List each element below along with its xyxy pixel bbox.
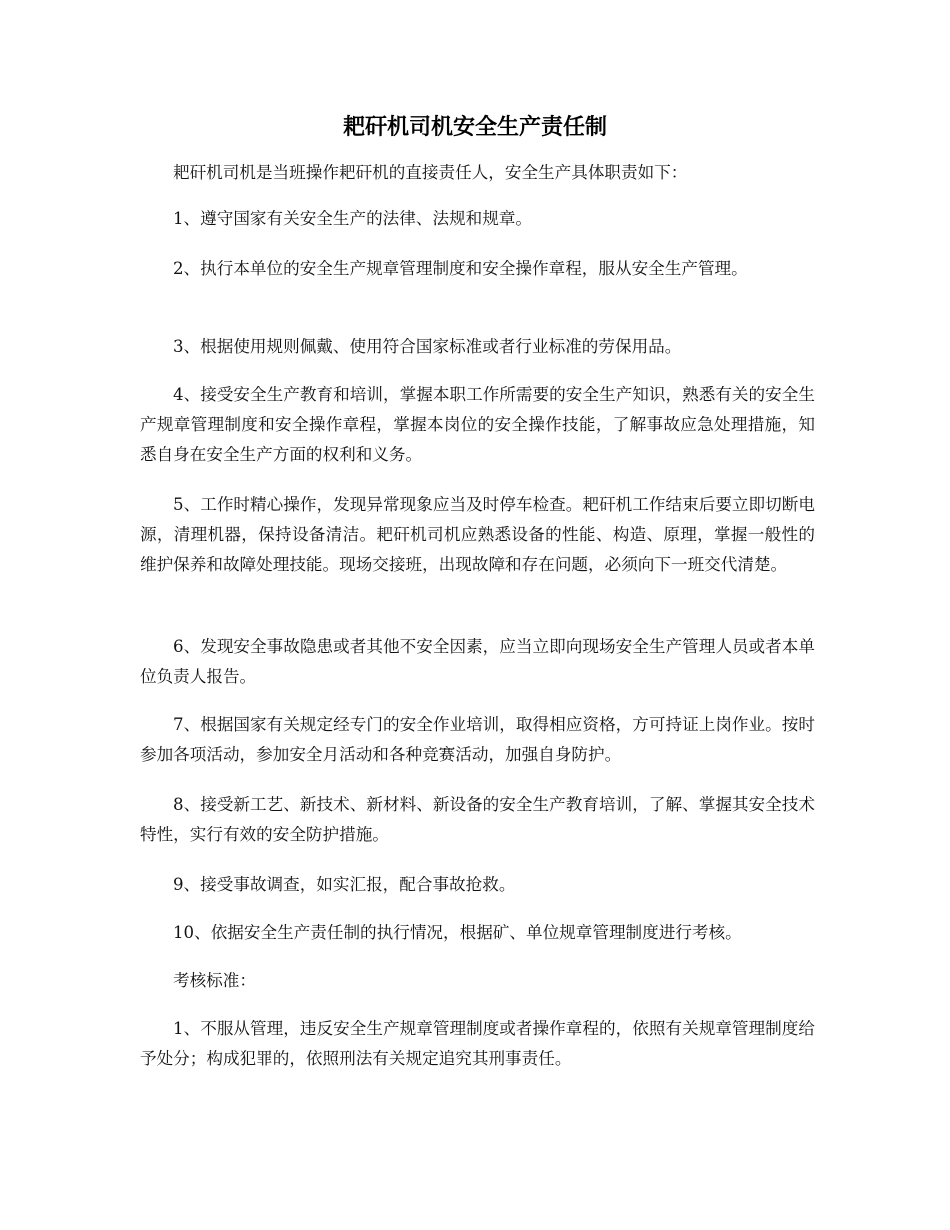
duty-item-3: 3、根据使用规则佩戴、使用符合国家标准或者行业标准的劳保用品。 <box>173 337 682 356</box>
assessment-heading: 考核标准： <box>173 971 256 990</box>
duty-item-2: 2、执行本单位的安全生产规章管理制度和安全操作章程，服从安全生产管理。 <box>173 259 748 278</box>
duty-item-7: 7、根据国家有关规定经专门的安全作业培训，取得相应资格，方可持证上岗作业。按时参加各项活动，参加安全月活动和各种竞赛活动，加强自身防护。 <box>140 715 815 764</box>
assessment-item-1: 1、不服从管理，违反安全生产规章管理制度或者操作章程的，依照有关规章管理制度给予处分；构成犯罪的，依照刑法有关规定追究其刑事责任。 <box>140 1019 815 1068</box>
duty-item-8: 8、接受新工艺、新技术、新材料、新设备的安全生产教育培训，了解、掌握其安全技术特性，实行有效的安全防护措施。 <box>140 795 815 844</box>
duty-item-1: 1、遵守国家有关安全生产的法律、法规和规章。 <box>173 209 533 228</box>
duty-item-10: 10、依据安全生产责任制的执行情况，根据矿、单位规章管理制度进行考核。 <box>173 923 742 942</box>
duty-item-9: 9、接受事故调查，如实汇报，配合事故抢救。 <box>173 875 516 894</box>
duty-item-5: 5、工作时精心操作，发现异常现象应当及时停车检查。耙矸机工作结束后要立即切断电源，清理机器，保持设备清洁。耙矸机司机应熟悉设备的性能、构造、原理，掌握一般性的维护保养和故障处理技能。现场交接班，出现故障和存在问题，必须向下一班交代清楚。 <box>140 495 815 574</box>
intro-paragraph: 耙矸机司机是当班操作耙矸机的直接责任人，安全生产具体职责如下： <box>173 163 688 182</box>
duty-item-4: 4、接受安全生产教育和培训，掌握本职工作所需要的安全生产知识，熟悉有关的安全生产规章管理制度和安全操作章程，掌握本岗位的安全操作技能，了解事故应急处理措施，知悉自身在安全生产方面的权利和义务。 <box>140 385 815 464</box>
duty-item-6: 6、发现安全事故隐患或者其他不安全因素，应当立即向现场安全生产管理人员或者本单位负责人报告。 <box>140 637 815 686</box>
document-title: 耙矸机司机安全生产责任制 <box>342 114 607 140</box>
